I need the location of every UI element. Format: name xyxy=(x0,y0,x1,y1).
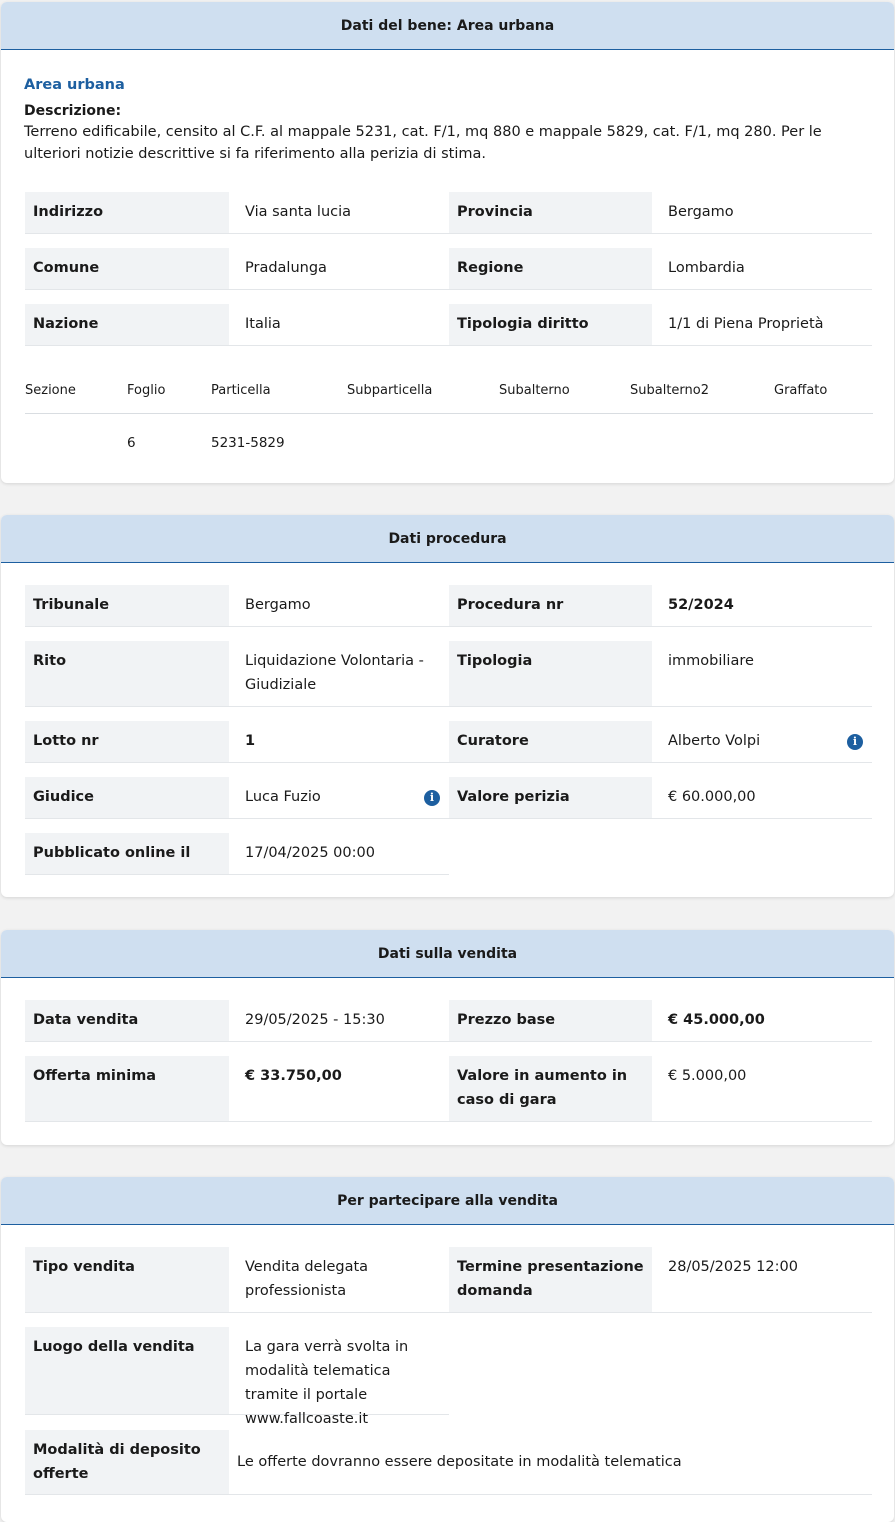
lotto-label: Lotto nr xyxy=(25,721,229,763)
pubblicato-label: Pubblicato online il xyxy=(25,833,229,875)
valore-perizia-label: Valore perizia xyxy=(449,777,652,819)
nazione-value: Italia xyxy=(229,304,449,346)
procedura-nr-value: 52/2024 xyxy=(652,585,872,627)
procedura-header: Dati procedura xyxy=(1,515,894,563)
provincia-label: Provincia xyxy=(449,192,652,234)
comune-label: Comune xyxy=(25,248,229,290)
catasto-cell-foglio: 6 xyxy=(127,435,136,451)
vendita-card xyxy=(1,930,894,1145)
rito-value: Liquidazione Volontaria - Giudiziale xyxy=(229,641,449,707)
curatore-info-icon[interactable]: i xyxy=(847,734,863,750)
indirizzo-value: Via santa lucia xyxy=(229,192,449,234)
aumento-value: € 5.000,00 xyxy=(652,1056,872,1122)
vendita-header: Dati sulla vendita xyxy=(1,930,894,978)
description-label: Descrizione: xyxy=(24,103,122,119)
deposito-value: Le offerte dovranno essere depositate in modalità telematica xyxy=(229,1430,872,1495)
prezzo-base-label: Prezzo base xyxy=(449,1000,652,1042)
luogo-label: Luogo della vendita xyxy=(25,1327,229,1415)
giudice-value: Luca Fuzio xyxy=(229,777,449,819)
catasto-header-graffato: Graffato xyxy=(774,383,828,398)
partecipare-card xyxy=(1,1177,894,1522)
catasto-header-foglio: Foglio xyxy=(127,383,166,398)
offerta-minima-label: Offerta minima xyxy=(25,1056,229,1122)
regione-label: Regione xyxy=(449,248,652,290)
tipologia-label: Tipologia xyxy=(449,641,652,707)
provincia-value: Bergamo xyxy=(652,192,872,234)
deposito-label: Modalità di deposito offerte xyxy=(25,1430,229,1495)
catasto-cell-particella: 5231-5829 xyxy=(211,435,285,451)
procedura-card xyxy=(1,515,894,897)
termine-label: Termine presentazione domanda xyxy=(449,1247,652,1313)
catasto-header-subalterno2: Subalterno2 xyxy=(630,383,709,398)
curatore-value: Alberto Volpi xyxy=(652,721,872,763)
tribunale-label: Tribunale xyxy=(25,585,229,627)
partecipare-header: Per partecipare alla vendita xyxy=(1,1177,894,1225)
nazione-label: Nazione xyxy=(25,304,229,346)
lotto-value: 1 xyxy=(229,721,449,763)
bene-card xyxy=(1,2,894,483)
tipologia-value: immobiliare xyxy=(652,641,872,707)
catasto-header-sezione: Sezione xyxy=(25,383,76,398)
giudice-info-icon[interactable]: i xyxy=(424,790,440,806)
data-vendita-label: Data vendita xyxy=(25,1000,229,1042)
description-text: Terreno edificabile, censito al C.F. al mappale 5231, cat. F/1, mq 880 e mappale 5829, cat. F/1, mq 280. Per le ulteriori notizie descrittive si fa riferimento alla perizia di stima. xyxy=(24,124,822,162)
tipologia-diritto-label: Tipologia diritto xyxy=(449,304,652,346)
rito-label: Rito xyxy=(25,641,229,707)
giudice-label: Giudice xyxy=(25,777,229,819)
tipo-vendita-label: Tipo vendita xyxy=(25,1247,229,1313)
comune-value: Pradalunga xyxy=(229,248,449,290)
data-vendita-value: 29/05/2025 - 15:30 xyxy=(229,1000,449,1042)
valore-perizia-value: € 60.000,00 xyxy=(652,777,872,819)
pubblicato-value: 17/04/2025 00:00 xyxy=(229,833,449,875)
catasto-header-subalterno: Subalterno xyxy=(499,383,570,398)
tipo-vendita-value: Vendita delegata professionista xyxy=(229,1247,449,1313)
aumento-label: Valore in aumento in caso di gara xyxy=(449,1056,652,1122)
termine-value: 28/05/2025 12:00 xyxy=(652,1247,872,1313)
curatore-label: Curatore xyxy=(449,721,652,763)
bene-subtitle: Area urbana xyxy=(24,77,125,93)
prezzo-base-value: € 45.000,00 xyxy=(652,1000,872,1042)
offerta-minima-value: € 33.750,00 xyxy=(229,1056,449,1122)
bene-header: Dati del bene: Area urbana xyxy=(1,2,894,50)
procedura-nr-label: Procedura nr xyxy=(449,585,652,627)
luogo-value: La gara verrà svolta in modalità telematica tramite il portale www.fallcoaste.it xyxy=(229,1327,449,1415)
tribunale-value: Bergamo xyxy=(229,585,449,627)
catasto-header-subparticella: Subparticella xyxy=(347,383,433,398)
catasto-header-particella: Particella xyxy=(211,383,271,398)
indirizzo-label: Indirizzo xyxy=(25,192,229,234)
tipologia-diritto-value: 1/1 di Piena Proprietà xyxy=(652,304,872,346)
catasto-divider xyxy=(25,413,873,414)
regione-value: Lombardia xyxy=(652,248,872,290)
